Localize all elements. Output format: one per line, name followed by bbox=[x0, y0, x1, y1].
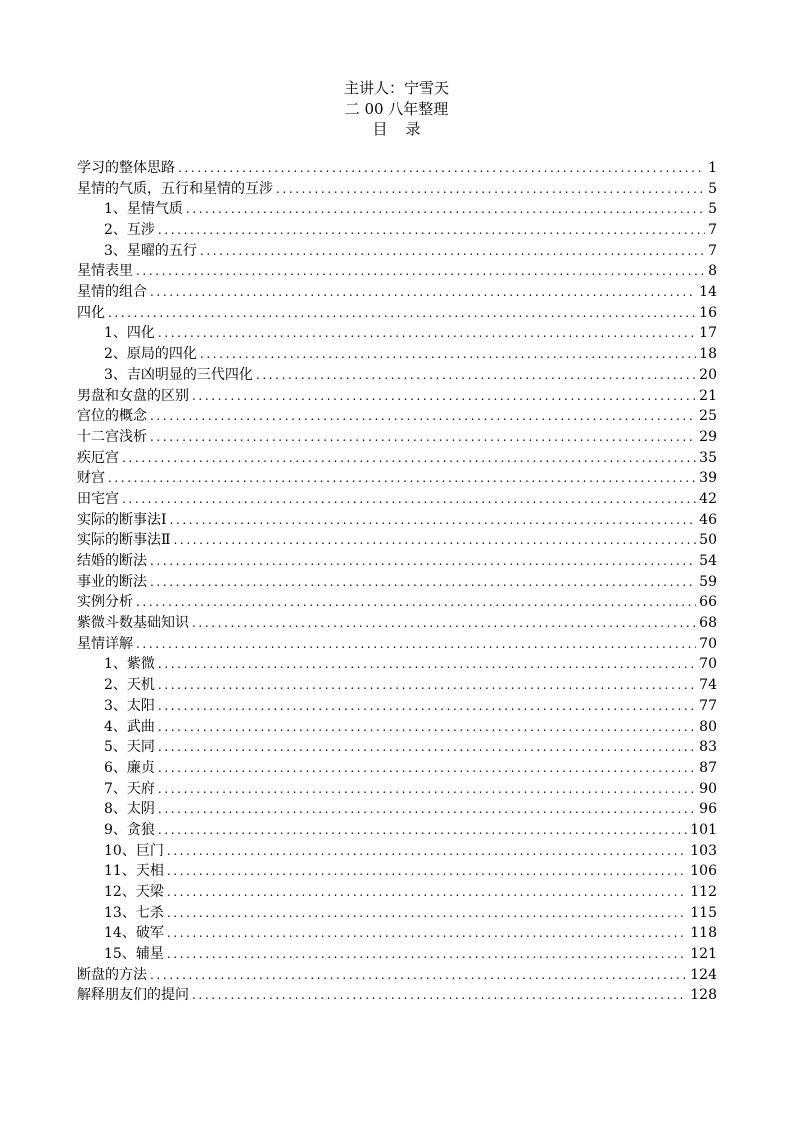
toc-entry-page-number: 21 bbox=[699, 387, 717, 404]
toc-entry-page-number: 1 bbox=[708, 159, 717, 176]
toc-leader-dots bbox=[122, 489, 696, 510]
toc-leader-dots bbox=[136, 261, 705, 282]
toc-entry-label: 十二宫浅析 bbox=[77, 428, 147, 445]
toc-leader-dots bbox=[170, 510, 697, 531]
toc-entry-label: 星情详解 bbox=[77, 635, 133, 652]
toc-entry-label: 疾厄宫 bbox=[77, 449, 119, 466]
toc-entry[interactable] bbox=[77, 592, 717, 613]
toc-entry-label: 断盘的方法 bbox=[77, 966, 147, 983]
toc-leader-dots bbox=[174, 530, 697, 551]
speaker-line: 主讲人：宁雪天 bbox=[343, 79, 449, 97]
toc-entry[interactable] bbox=[77, 365, 717, 386]
toc-entry-page-number: 74 bbox=[699, 677, 717, 694]
toc-entry-page-number: 42 bbox=[699, 490, 717, 507]
toc-leader-dots bbox=[167, 841, 687, 862]
toc-entry[interactable] bbox=[77, 717, 717, 738]
toc-leader-dots bbox=[158, 324, 696, 345]
toc-entry[interactable] bbox=[77, 324, 717, 345]
toc-entry-label: 3、太阳 bbox=[104, 697, 155, 714]
toc-entry-page-number: 101 bbox=[690, 821, 717, 838]
toc-leader-dots bbox=[256, 365, 696, 386]
toc-entry[interactable] bbox=[77, 675, 717, 696]
toc-leader-dots bbox=[158, 820, 687, 841]
toc-leader-dots bbox=[158, 675, 696, 696]
toc-entry-label: 15、辅星 bbox=[104, 946, 164, 963]
toc-entry[interactable] bbox=[77, 489, 717, 510]
toc-entry[interactable] bbox=[77, 199, 717, 220]
toc-leader-dots bbox=[192, 986, 687, 1007]
toc-leader-dots bbox=[167, 923, 687, 944]
toc-entry[interactable] bbox=[77, 220, 717, 241]
toc-entry[interactable] bbox=[77, 448, 717, 469]
toc-title-right: 录 bbox=[405, 120, 421, 138]
toc-leader-dots bbox=[158, 220, 705, 241]
toc-leader-dots bbox=[136, 592, 696, 613]
toc-leader-dots bbox=[108, 303, 696, 324]
toc-entry[interactable] bbox=[77, 386, 717, 407]
toc-entry[interactable] bbox=[77, 696, 717, 717]
toc-entry-label: 14、破军 bbox=[104, 925, 164, 942]
toc-leader-dots bbox=[158, 696, 696, 717]
toc-entry-page-number: 87 bbox=[699, 759, 717, 776]
toc-entry-label: 13、七杀 bbox=[104, 904, 164, 921]
toc-entry-label: 四化 bbox=[77, 304, 105, 321]
toc-entry-label: 实际的断事法Ⅱ bbox=[77, 532, 171, 549]
toc-entry-label: 4、武曲 bbox=[104, 718, 155, 735]
toc-leader-dots bbox=[186, 199, 705, 220]
toc-leader-dots bbox=[200, 241, 705, 262]
toc-entry[interactable] bbox=[77, 303, 717, 324]
toc-entry-label: 9、贪狼 bbox=[104, 821, 155, 838]
toc-entry-page-number: 20 bbox=[699, 366, 717, 383]
toc-entry[interactable] bbox=[77, 634, 717, 655]
toc-entry-label: 解释朋友们的提问 bbox=[77, 987, 189, 1004]
toc-entry-page-number: 25 bbox=[699, 408, 717, 425]
toc-leader-dots bbox=[276, 179, 705, 200]
toc-entry-page-number: 17 bbox=[699, 325, 717, 342]
toc-leader-dots bbox=[136, 634, 696, 655]
toc-entry-label: 学习的整体思路 bbox=[77, 159, 175, 176]
toc-entry-page-number: 16 bbox=[699, 304, 717, 321]
toc-leader-dots bbox=[167, 903, 687, 924]
toc-leader-dots bbox=[158, 737, 696, 758]
toc-entry-label: 8、太阴 bbox=[104, 801, 155, 818]
toc-leader-dots bbox=[150, 572, 696, 593]
toc-leader-dots bbox=[158, 758, 696, 779]
toc-entry-page-number: 39 bbox=[699, 470, 717, 487]
toc-leader-dots bbox=[150, 282, 696, 303]
toc-entry-page-number: 83 bbox=[699, 739, 717, 756]
toc-entry-page-number: 50 bbox=[699, 532, 717, 549]
toc-entry-page-number: 118 bbox=[690, 925, 717, 942]
toc-entry-label: 6、廉贞 bbox=[104, 759, 155, 776]
toc-leader-dots bbox=[167, 861, 687, 882]
toc-entry[interactable] bbox=[77, 903, 717, 924]
toc-entry-page-number: 59 bbox=[699, 573, 717, 590]
toc-entry[interactable] bbox=[77, 406, 717, 427]
toc-leader-dots bbox=[167, 944, 687, 965]
toc-entry[interactable] bbox=[77, 344, 717, 365]
toc-entry[interactable] bbox=[77, 510, 717, 531]
toc-leader-dots bbox=[192, 386, 696, 407]
toc-entry-page-number: 7 bbox=[708, 222, 717, 239]
toc-entry[interactable] bbox=[77, 861, 717, 882]
toc-entry-label: 2、互涉 bbox=[104, 222, 155, 239]
toc-entry-label: 田宅宫 bbox=[77, 490, 119, 507]
toc-entry[interactable] bbox=[77, 179, 717, 200]
toc-leader-dots bbox=[200, 344, 696, 365]
toc-entry-page-number: 8 bbox=[708, 263, 717, 280]
toc-entry[interactable] bbox=[77, 965, 717, 986]
toc-leader-dots bbox=[192, 613, 696, 634]
toc-entry[interactable] bbox=[77, 820, 717, 841]
toc-leader-dots bbox=[167, 882, 687, 903]
toc-entry[interactable] bbox=[77, 779, 717, 800]
toc-leader-dots bbox=[150, 551, 696, 572]
toc-entry-page-number: 5 bbox=[708, 201, 717, 218]
toc-entry-page-number: 29 bbox=[699, 428, 717, 445]
toc-entry-label: 星情表里 bbox=[77, 263, 133, 280]
toc-leader-dots bbox=[158, 799, 696, 820]
toc-entry-page-number: 90 bbox=[699, 780, 717, 797]
toc-entry-page-number: 70 bbox=[699, 635, 717, 652]
toc-entry-page-number: 5 bbox=[708, 180, 717, 197]
toc-entry-page-number: 54 bbox=[699, 553, 717, 570]
toc-entry-label: 7、天府 bbox=[104, 780, 155, 797]
toc-entry[interactable] bbox=[77, 799, 717, 820]
toc-entry-label: 星情的气质，五行和星情的互涉 bbox=[77, 180, 273, 197]
toc-entry-label: 实际的断事法Ⅰ bbox=[77, 511, 167, 528]
toc-entry[interactable] bbox=[77, 655, 717, 676]
toc-entry-label: 财宫 bbox=[77, 470, 105, 487]
toc-leader-dots bbox=[108, 468, 696, 489]
toc-entry[interactable] bbox=[77, 530, 717, 551]
toc-entry[interactable] bbox=[77, 882, 717, 903]
toc-leader-dots bbox=[158, 717, 696, 738]
toc-leader-dots bbox=[178, 158, 705, 179]
toc-entry[interactable] bbox=[77, 551, 717, 572]
toc-leader-dots bbox=[158, 779, 696, 800]
toc-entry[interactable] bbox=[77, 613, 717, 634]
toc-entry-label: 1、星情气质 bbox=[104, 201, 183, 218]
toc-entry-label: 星情的组合 bbox=[77, 284, 147, 301]
toc-entry-label: 2、原局的四化 bbox=[104, 346, 197, 363]
toc-entry-page-number: 66 bbox=[699, 594, 717, 611]
toc-leader-dots bbox=[150, 406, 696, 427]
toc-entry-page-number: 77 bbox=[699, 697, 717, 714]
toc-entry-label: 紫微斗数基础知识 bbox=[77, 615, 189, 632]
toc-entry[interactable] bbox=[77, 282, 717, 303]
toc-entry-page-number: 112 bbox=[690, 884, 717, 901]
toc-entry-page-number: 106 bbox=[690, 863, 717, 880]
toc-entry-label: 11、天相 bbox=[104, 863, 164, 880]
toc-entry-page-number: 7 bbox=[708, 242, 717, 259]
toc-title-left: 目 bbox=[372, 120, 388, 138]
toc-entry-page-number: 103 bbox=[690, 842, 717, 859]
toc-entry[interactable] bbox=[77, 241, 717, 262]
toc-title bbox=[0, 119, 793, 140]
document-header bbox=[0, 78, 793, 140]
toc-entry-page-number: 115 bbox=[690, 904, 717, 921]
toc-entry-label: 实例分析 bbox=[77, 594, 133, 611]
toc-entry-page-number: 128 bbox=[690, 987, 717, 1004]
toc-entry-label: 3、吉凶明显的三代四化 bbox=[104, 366, 253, 383]
toc-entry-label: 3、星曜的五行 bbox=[104, 242, 197, 259]
toc-entry-page-number: 18 bbox=[699, 346, 717, 363]
toc-entry-label: 1、四化 bbox=[104, 325, 155, 342]
toc-entry-label: 结婚的断法 bbox=[77, 553, 147, 570]
toc-entry[interactable] bbox=[77, 923, 717, 944]
toc-leader-dots bbox=[122, 448, 696, 469]
toc-entry-label: 男盘和女盘的区别 bbox=[77, 387, 189, 404]
compiled-line: 二 00 八年整理 bbox=[344, 99, 449, 118]
toc-leader-dots bbox=[150, 427, 696, 448]
toc-entry-label: 事业的断法 bbox=[77, 573, 147, 590]
toc-entry-label: 1、紫微 bbox=[104, 656, 155, 673]
toc-entry-page-number: 70 bbox=[699, 656, 717, 673]
toc-entry[interactable] bbox=[77, 158, 717, 179]
toc-entry[interactable] bbox=[77, 737, 717, 758]
toc-entry-page-number: 46 bbox=[699, 511, 717, 528]
toc-entry-label: 10、巨门 bbox=[104, 842, 164, 859]
toc-leader-dots bbox=[158, 655, 696, 676]
toc-entry-page-number: 96 bbox=[699, 801, 717, 818]
toc-entry-label: 5、天同 bbox=[104, 739, 155, 756]
toc-entry[interactable] bbox=[77, 261, 717, 282]
table-of-contents bbox=[77, 158, 717, 1006]
toc-entry[interactable] bbox=[77, 841, 717, 862]
toc-entry[interactable] bbox=[77, 572, 717, 593]
toc-entry-page-number: 121 bbox=[690, 946, 717, 963]
toc-entry[interactable] bbox=[77, 468, 717, 489]
toc-entry-page-number: 124 bbox=[690, 966, 717, 983]
toc-leader-dots bbox=[150, 965, 687, 986]
toc-entry[interactable] bbox=[77, 986, 717, 1007]
toc-entry[interactable] bbox=[77, 427, 717, 448]
toc-entry-page-number: 80 bbox=[699, 718, 717, 735]
toc-entry-label: 12、天梁 bbox=[104, 884, 164, 901]
toc-entry-label: 2、天机 bbox=[104, 677, 155, 694]
toc-entry-label: 宫位的概念 bbox=[77, 408, 147, 425]
toc-entry[interactable] bbox=[77, 944, 717, 965]
toc-entry[interactable] bbox=[77, 758, 717, 779]
toc-entry-page-number: 68 bbox=[699, 615, 717, 632]
toc-entry-page-number: 14 bbox=[699, 284, 717, 301]
toc-entry-page-number: 35 bbox=[699, 449, 717, 466]
